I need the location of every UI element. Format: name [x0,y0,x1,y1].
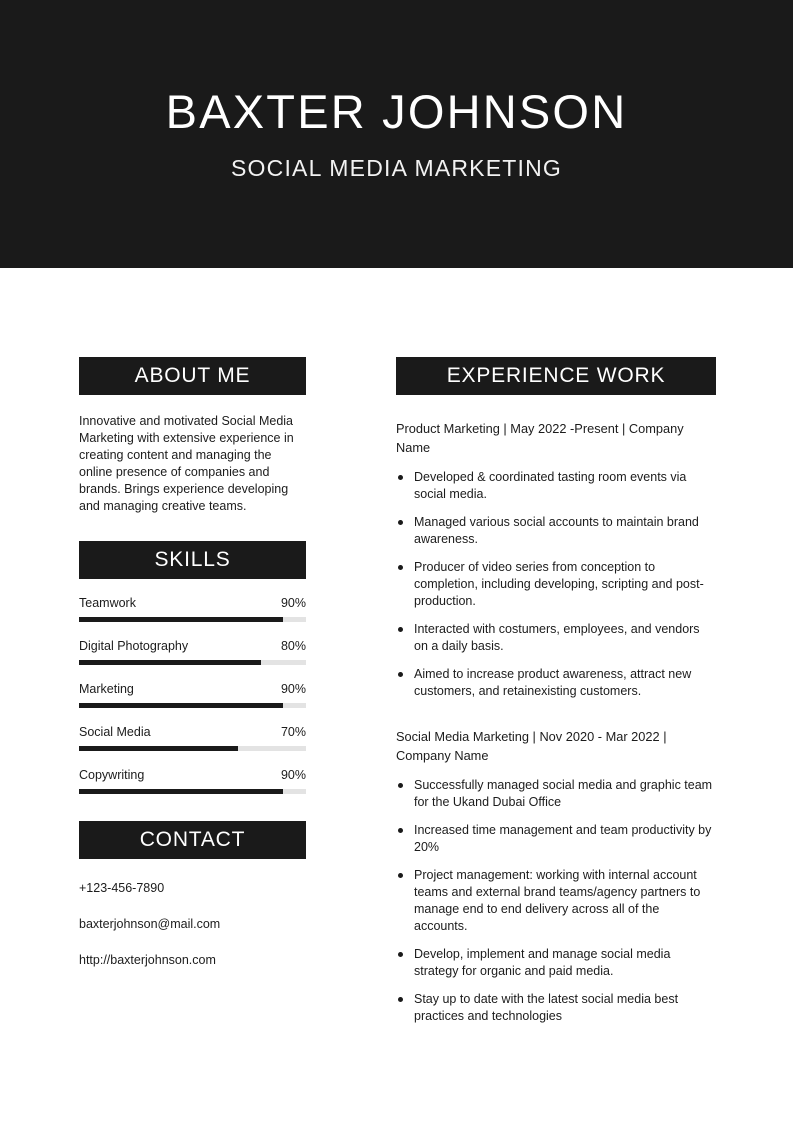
job-bullet-text: Managed various social accounts to maintain brand awareness. [414,515,699,546]
skill-track [79,660,306,665]
bullet-icon [398,475,403,480]
job-bullet-text: Successfully managed social media and graphic team for the Ukand Dubai Office [414,778,713,809]
contact-heading: CONTACT [79,821,306,859]
bullet-icon [398,952,403,957]
skill-value: 90% [280,596,306,610]
contact-email[interactable]: baxterjohnson@mail.com [79,917,221,931]
job-bullet-text: Aimed to increase product awareness, attract new customers, and retainexisting customers. [414,667,692,698]
contact-phone: +123-456-7890 [79,881,165,895]
contact-website[interactable]: http://baxterjohnson.com [79,953,216,967]
bullet-icon [398,873,403,878]
job-bullet [396,666,716,700]
skill-track [79,789,306,794]
bullet-icon [398,783,403,788]
skill-fill [79,617,283,622]
job-bullet [396,559,716,610]
about-heading: ABOUT ME [79,357,306,395]
job-bullet [396,946,716,980]
contact-section [79,821,306,967]
left-column [79,357,306,967]
bullet-icon [398,672,403,677]
skill-value: 90% [280,768,306,782]
skill-item [79,639,306,665]
job-bullet-text: Project management: working with internal account teams and external brand teams/agency partners to manage end to end delivery across all of the accounts. [414,868,701,933]
experience-heading: EXPERIENCE WORK [396,357,716,395]
bullet-icon [398,828,403,833]
skill-fill [79,789,283,794]
job-bullet [396,621,716,655]
job-bullet [396,867,716,935]
resume-header [0,0,793,268]
job-bullet [396,822,716,856]
skills-section [79,541,306,794]
job-bullet [396,469,716,503]
skill-fill [79,703,283,708]
job-bullet-text: Producer of video series from conception to completion, including developing, scripting and post-production. [414,560,704,608]
skill-track [79,746,306,751]
skill-track [79,617,306,622]
bullet-icon [398,565,403,570]
job-bullets [396,777,716,1025]
skill-label: Teamwork [79,596,136,610]
skill-fill [79,746,238,751]
skill-item [79,682,306,708]
job-bullet-text: Interacted with costumers, employees, and vendors on a daily basis. [414,622,700,653]
right-column [396,357,716,1036]
candidate-name: BAXTER JOHNSON [165,85,628,138]
job-title: Social Media Marketing | Nov 2020 - Mar 2022 | Company Name [396,729,667,763]
skill-label: Digital Photography [79,639,189,653]
bullet-icon [398,627,403,632]
skill-label: Marketing [79,682,134,696]
skill-item [79,725,306,751]
skill-track [79,703,306,708]
job-bullet [396,514,716,548]
skill-fill [79,660,261,665]
candidate-role: SOCIAL MEDIA MARKETING [231,155,562,181]
job-title: Product Marketing | May 2022 -Present | Company Name [396,421,684,455]
bullet-icon [398,520,403,525]
experience-job [396,727,716,1025]
experience-job [396,419,716,700]
skill-value: 70% [280,725,306,739]
skill-value: 80% [280,639,306,653]
skill-value: 90% [280,682,306,696]
job-bullet-text: Develop, implement and manage social media strategy for organic and paid media. [414,947,671,978]
job-bullet-text: Developed & coordinated tasting room events via social media. [414,470,687,501]
job-bullet-text: Increased time management and team productivity by 20% [414,823,712,854]
skill-label: Copywriting [79,768,145,782]
job-bullet-text: Stay up to date with the latest social media best practices and technologies [414,992,679,1023]
job-bullet [396,991,716,1025]
skill-item [79,768,306,794]
bullet-icon [398,997,403,1002]
job-bullet [396,777,716,811]
about-text: Innovative and motivated Social Media Marketing with extensive experience in creating content and managing the online presence of companies and brands. Brings experience developing and managing creative teams. [79,414,294,513]
skills-heading: SKILLS [79,541,306,579]
job-bullets [396,469,716,700]
skill-label: Social Media [79,725,151,739]
skill-item [79,596,306,622]
